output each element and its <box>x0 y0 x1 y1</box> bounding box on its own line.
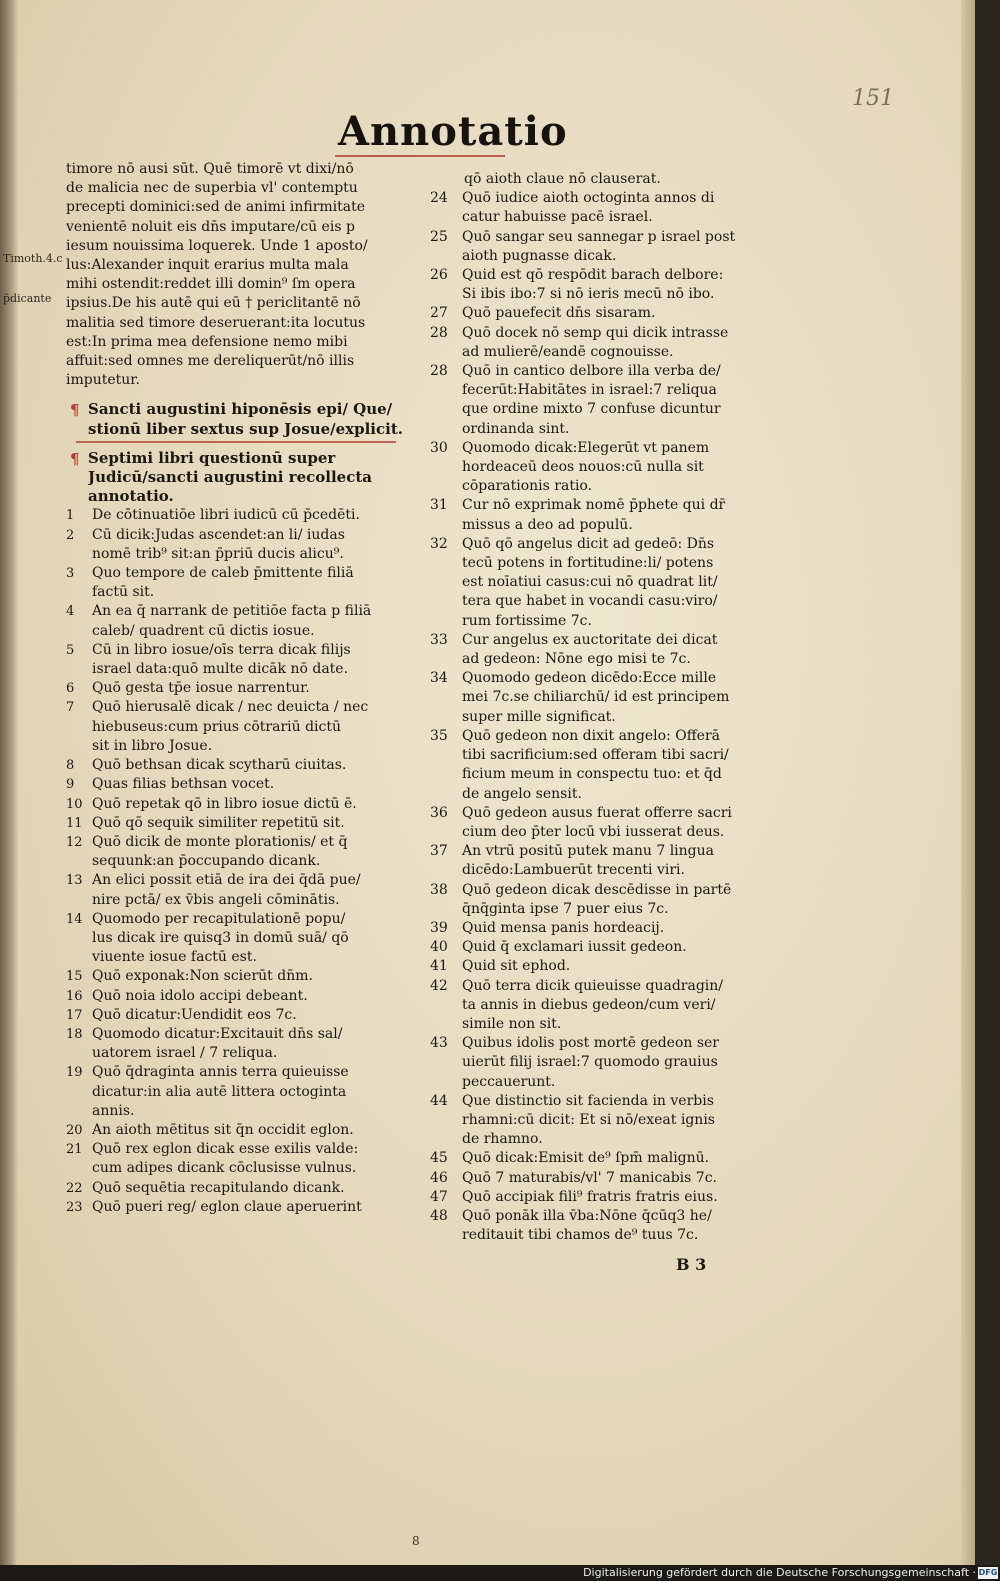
item-line: An elici possit etiā de ira dei q̄dā pue/ <box>92 872 361 889</box>
list-item <box>430 228 775 266</box>
item-number: 1 <box>66 508 75 524</box>
dfg-logo: DFG <box>978 1568 998 1577</box>
item-number: 14 <box>66 911 83 927</box>
item-line: catur habuisse pacē israel. <box>462 209 653 226</box>
item-number: 6 <box>66 681 75 697</box>
item-line: Quas filias bethsan vocet. <box>92 776 275 793</box>
item-line: tera que habet in vocandi casu:viro/ <box>462 593 718 610</box>
item-text <box>462 535 775 631</box>
list-item <box>430 842 775 880</box>
item-line: viuente iosue factū est. <box>92 949 257 966</box>
list-item <box>66 814 411 833</box>
item-number: 32 <box>430 535 448 552</box>
list-item <box>430 1207 775 1245</box>
item-text <box>92 641 411 679</box>
item-text <box>462 1169 775 1188</box>
list-item <box>430 439 775 497</box>
signature-mark: B 3 <box>676 1255 707 1274</box>
item-number: 33 <box>430 631 448 648</box>
item-line: Quō gedeon dicak descēdisse in partē <box>462 881 732 898</box>
list-item <box>430 304 775 323</box>
item-line: Quō bethsan dicak scytharū ciuitas. <box>92 757 347 774</box>
list-item <box>66 641 411 679</box>
item-line: An ea q̄ narrank de petitiōe facta p filiā <box>92 603 372 620</box>
item-line: Quō hierusalē dicak / nec deuicta / nec <box>92 699 369 716</box>
item-number: 10 <box>66 796 83 812</box>
item-number: 40 <box>430 939 448 956</box>
text-line: precepti dominici:sed de animi infirmitate <box>66 199 366 216</box>
item-line: dicēdo:Lambuerūt trecenti viri. <box>462 862 685 879</box>
item-line: Quō accipiak fili⁹ fratris fratris eius. <box>462 1188 718 1205</box>
item-line: hiebuseus:cum prius cōtrariū dictū <box>92 718 342 735</box>
item-text <box>92 775 411 794</box>
list-item <box>66 679 411 698</box>
item-line: caleb/ quadrent cū dictis iosue. <box>92 622 315 639</box>
text-line: lus:Alexander inquit erarius multa mala <box>66 257 349 274</box>
item-line: missus a deo ad populū. <box>462 516 633 533</box>
item-text <box>92 1198 411 1217</box>
continuation-line: qō aioth claue nō clauserat. <box>464 171 661 187</box>
list-item <box>66 967 411 986</box>
catchword-mark: 8 <box>412 1534 420 1548</box>
list-item <box>66 1006 411 1025</box>
item-number: 20 <box>66 1122 83 1138</box>
item-line: cium deo p̄ter locū vbi iusserat deus. <box>462 823 725 840</box>
item-text <box>462 1092 775 1150</box>
text-line: est:In prima mea defensione nemo mibi <box>66 333 348 350</box>
list-item <box>66 1140 411 1178</box>
list-item <box>66 1121 411 1140</box>
item-number: 11 <box>66 815 83 831</box>
margin-note-2: p̄dicante <box>3 292 52 305</box>
rubric-heading <box>66 449 411 507</box>
item-number: 8 <box>66 758 75 774</box>
item-line: q̄nq̄ginta ipse 7 puer eius 7c. <box>462 900 669 917</box>
text-line: malitia sed timore deseruerant:ita locutus <box>66 314 366 331</box>
list-item <box>430 881 775 919</box>
item-number: 46 <box>430 1169 448 1186</box>
item-line: lus dicak ire quisq3 in domū suā/ qō <box>92 929 349 946</box>
item-number: 24 <box>430 190 448 207</box>
item-number: 38 <box>430 881 448 898</box>
item-line: cōparationis ratio. <box>462 478 593 495</box>
item-line: Quō rex eglon dicak esse exilis valde: <box>92 1141 359 1158</box>
item-number: 19 <box>66 1065 83 1081</box>
item-line: ad gedeon: Nōne ego misi te 7c. <box>462 651 691 668</box>
item-line: Quomodo dicak:Elegerūt vt panem <box>462 439 710 456</box>
list-item <box>430 1149 775 1168</box>
list-item <box>430 977 775 1035</box>
item-text <box>92 1025 411 1063</box>
item-line: de angelo sensit. <box>462 785 582 802</box>
item-number: 18 <box>66 1026 83 1042</box>
item-line: Cū dicik:Judas ascendet:an li/ iudas <box>92 526 345 543</box>
list-item <box>66 1063 411 1121</box>
item-text <box>462 1034 775 1092</box>
list-item <box>430 535 775 631</box>
item-line: mei 7c.se chiliarchū/ id est principem <box>462 689 730 706</box>
page-edge <box>961 0 975 1565</box>
item-line: peccauerunt. <box>462 1073 556 1090</box>
item-text <box>462 804 775 842</box>
item-text <box>92 756 411 775</box>
item-text <box>462 439 775 497</box>
item-text <box>92 967 411 986</box>
item-line: Quid est qō respōdit barach delbore: <box>462 267 724 284</box>
item-line: Quō terra dicik quieuisse quadragin/ <box>462 977 723 994</box>
item-number: 26 <box>430 267 448 284</box>
folio-number: 151 <box>852 86 894 111</box>
item-line: Quō gedeon non dixit angelo: Offerā <box>462 727 720 744</box>
list-item <box>430 631 775 669</box>
paragraph-mark-icon: ¶ <box>70 401 80 420</box>
item-line: Cur angelus ex auctoritate dei dicat <box>462 631 718 648</box>
item-text <box>462 631 775 669</box>
item-text <box>92 1140 411 1178</box>
item-line: rum fortissime 7c. <box>462 612 592 629</box>
item-line: Que distinctio sit facienda in verbis <box>462 1092 714 1109</box>
list-item <box>66 910 411 968</box>
item-number: 45 <box>430 1150 448 1167</box>
page-heading: Annotatio <box>338 108 568 155</box>
rubric-line: Judicū/sancti augustini recollecta <box>88 468 372 487</box>
item-text <box>462 938 775 957</box>
item-text <box>92 814 411 833</box>
list-item <box>66 833 411 871</box>
item-text <box>92 833 411 871</box>
item-number: 37 <box>430 843 448 860</box>
item-line: Quō pueri reg/ eglon claue aperuerint <box>92 1198 362 1215</box>
item-number: 48 <box>430 1207 448 1224</box>
item-line: Quō noia idolo accipi debeant. <box>92 987 308 1004</box>
item-line: Quō dicik de monte plorationis/ et q̄ <box>92 833 348 850</box>
list-item <box>430 362 775 439</box>
item-text <box>462 228 775 266</box>
item-line: Cur nō exprimak nomē p̄phete qui dr̄ <box>462 497 726 514</box>
item-number: 39 <box>430 919 448 936</box>
item-text <box>92 987 411 1006</box>
item-number: 16 <box>66 988 83 1004</box>
item-line: super mille significat. <box>462 708 616 725</box>
item-text <box>462 1188 775 1207</box>
rubric-explicit <box>66 400 411 438</box>
item-line: Cū in libro iosue/oīs terra dicak filijs <box>92 641 351 658</box>
item-text <box>92 795 411 814</box>
item-number: 47 <box>430 1188 448 1205</box>
item-line: ta annis in diebus gedeon/cum veri/ <box>462 996 716 1013</box>
rubric-line: stionū liber sextus sup Josue/explicit. <box>88 419 403 438</box>
list-item <box>66 526 411 564</box>
item-line: uatorem israel / 7 reliqua. <box>92 1045 278 1062</box>
rubric-rule <box>76 441 396 443</box>
item-number: 13 <box>66 873 83 889</box>
item-number: 36 <box>430 804 448 821</box>
item-line: An aioth mētitus sit q̄n occidit eglon. <box>92 1121 354 1138</box>
item-text <box>92 526 411 564</box>
text-line: timore nō ausi sūt. Quē timorē vt dixi/nō <box>66 161 354 177</box>
item-text <box>462 842 775 880</box>
item-number: 17 <box>66 1007 83 1023</box>
intro-paragraph <box>66 160 411 390</box>
item-line: Quo tempore de caleb p̄mittente filiā <box>92 565 354 582</box>
list-item <box>430 804 775 842</box>
right-column <box>430 170 775 1245</box>
item-text <box>462 957 775 976</box>
rubric-heading <box>66 400 411 438</box>
item-line: Quid mensa panis hordeacij. <box>462 919 665 936</box>
item-line: est noīatiui casus:cui nō quadrat lit/ <box>462 574 718 591</box>
item-number: 7 <box>66 700 75 716</box>
item-line: Quō qō sequik similiter repetitū sit. <box>92 814 345 831</box>
rubric-line: Septimi libri questionū super <box>88 448 336 467</box>
list-item <box>66 564 411 602</box>
item-number: 9 <box>66 777 75 793</box>
item-line: Quomodo gedeon dicēdo:Ecce mille <box>462 670 717 687</box>
item-text <box>462 496 775 534</box>
margin-note-1: Timoth.4.c <box>3 252 63 265</box>
list-item <box>430 1169 775 1188</box>
item-text <box>462 919 775 938</box>
item-text <box>92 910 411 968</box>
item-text <box>92 506 411 525</box>
item-number: 34 <box>430 670 448 687</box>
item-number: 28 <box>430 363 448 380</box>
item-line: Quid q̄ exclamari iussit gedeon. <box>462 939 687 956</box>
item-number: 5 <box>66 642 75 658</box>
list-item <box>430 938 775 957</box>
list-item <box>430 669 775 727</box>
item-text <box>462 977 775 1035</box>
item-line: Quō repetak qō in libro iosue dictū ē. <box>92 795 357 812</box>
item-line: Quō iudice aioth octoginta annos di <box>462 190 715 207</box>
item-number: 2 <box>66 527 75 543</box>
text-line: imputetur. <box>66 372 140 389</box>
list-item <box>430 1188 775 1207</box>
list-item <box>430 266 775 304</box>
item-line: dicatur:in alia autē littera octoginta <box>92 1083 347 1100</box>
item-line: Quō docek nō semp qui dicik intrasse <box>462 324 729 341</box>
item-line: ad mulierē/eandē cognouisse. <box>462 343 674 360</box>
rubric-line: annotatio. <box>88 487 174 506</box>
item-line: Quibus idolis post mortē gedeon ser <box>462 1035 720 1052</box>
list-item <box>430 919 775 938</box>
item-line: factū sit. <box>92 584 155 601</box>
item-line: Quō sangar seu sannegar p israel post <box>462 228 736 245</box>
item-line: israel data:quō multe dicāk nō date. <box>92 661 349 678</box>
item-line: ordinanda sint. <box>462 420 570 437</box>
paragraph-mark-icon: ¶ <box>70 449 80 468</box>
item-text <box>92 698 411 756</box>
item-number: 43 <box>430 1035 448 1052</box>
item-text <box>462 362 775 439</box>
item-line: tecū potens in fortitudine:li/ potens <box>462 555 714 572</box>
item-number: 30 <box>430 439 448 456</box>
text-line: mihi ostendit:reddet illi domin⁹ ſm opera <box>66 276 356 293</box>
item-line: Quō exponak:Non scierūt dn̄m. <box>92 968 313 985</box>
item-line: Quō gesta tp̄e iosue narrentur. <box>92 680 310 697</box>
item-line: aioth pugnasse dicak. <box>462 247 617 264</box>
list-item <box>430 1034 775 1092</box>
item-text <box>92 602 411 640</box>
item-line: ficium meum in conspectu tuo: et q̄d <box>462 766 722 783</box>
list-item <box>66 775 411 794</box>
item-text <box>462 266 775 304</box>
text-line: de malicia nec de superbia vl' contemptu <box>66 180 358 197</box>
text-line: iesum nouissima loquerek. Unde 1 aposto/ <box>66 237 368 254</box>
text-line: ipsius.De his autē qui eū † periclitantē nō <box>66 295 361 312</box>
item-text <box>462 1149 775 1168</box>
item-line: Quomodo dicatur:Excitauit dn̄s sal/ <box>92 1025 343 1042</box>
item-number: 28 <box>430 324 448 341</box>
heading-rule <box>335 155 505 157</box>
item-number: 41 <box>430 958 448 975</box>
footer-credit: Digitalisierung gefördert durch die Deutsche Forschungsgemeinschaft · <box>583 1566 976 1579</box>
list-item <box>430 1092 775 1150</box>
item-line: uierūt filij israel:7 quomodo grauius <box>462 1054 718 1071</box>
list-item <box>66 1198 411 1217</box>
item-number: 15 <box>66 969 83 985</box>
item-number: 25 <box>430 228 448 245</box>
item-line: que ordine mixto 7 confuse dicuntur <box>462 401 721 418</box>
item-text <box>92 1063 411 1121</box>
list-item <box>66 698 411 756</box>
item-line: Quō ponāk illa v̄ba:Nōne q̄cūq3 he/ <box>462 1207 712 1224</box>
text-line: venientē noluit eis dn̄s imputare/cū eis p <box>66 218 355 235</box>
left-column <box>66 160 411 1217</box>
item-text <box>462 324 775 362</box>
item-line: Quid sit ephod. <box>462 958 571 975</box>
item-text <box>92 1121 411 1140</box>
item-line: annis. <box>92 1102 135 1119</box>
item-line: fecerūt:Habitātes in israel:7 reliqua <box>462 382 717 399</box>
text-line: affuit:sed omnes me dereliquerūt/nō illis <box>66 353 355 370</box>
list-item <box>66 602 411 640</box>
item-line: de rhamno. <box>462 1131 543 1148</box>
item-line: Quō gedeon ausus fuerat offerre sacri <box>462 804 732 821</box>
item-line: reditauit tibi chamos de⁹ tuus 7c. <box>462 1227 699 1244</box>
item-number: 3 <box>66 566 75 582</box>
item-line: De cōtinuatiōe libri iudicū cū p̄cedēti. <box>92 507 360 524</box>
list-item <box>66 987 411 1006</box>
item-number: 35 <box>430 727 448 744</box>
item-line: Quō dicatur:Uendidit eos 7c. <box>92 1006 297 1023</box>
list-item <box>66 506 411 525</box>
list-item <box>430 957 775 976</box>
item-line: Quō 7 maturabis/vl' 7 manicabis 7c. <box>462 1169 717 1186</box>
question-list-right <box>430 189 775 1245</box>
item-number: 23 <box>66 1199 83 1215</box>
item-line: Quō q̄draginta annis terra quieuisse <box>92 1064 349 1081</box>
item-line: hordeaceū deos nouos:cū nulla sit <box>462 459 704 476</box>
item-line: Quō sequētia recapitulando dicank. <box>92 1179 345 1196</box>
item-number: 44 <box>430 1092 448 1109</box>
list-item <box>66 756 411 775</box>
item-line: An vtrū positū putek manu 7 lingua <box>462 843 714 860</box>
item-text <box>462 727 775 804</box>
item-text <box>462 189 775 227</box>
item-text <box>462 304 775 323</box>
list-item <box>66 1025 411 1063</box>
item-line: sit in libro Josue. <box>92 737 213 754</box>
item-number: 4 <box>66 604 75 620</box>
item-text <box>92 679 411 698</box>
item-line: rhamni:cū dicit: Et si nō/exeat ignis <box>462 1111 715 1128</box>
list-item <box>66 1179 411 1198</box>
item-number: 27 <box>430 305 448 322</box>
item-line: Quō qō angelus dicit ad gedeō: Dn̄s <box>462 535 715 552</box>
item-line: tibi sacrificium:sed offeram tibi sacri/ <box>462 747 729 764</box>
item-line: simile non sit. <box>462 1015 562 1032</box>
item-line: Si ibis ibo:7 si nō ieris mecū nō ibo. <box>462 286 715 303</box>
item-text <box>92 564 411 602</box>
item-text <box>92 871 411 909</box>
item-text <box>92 1006 411 1025</box>
list-item <box>430 727 775 804</box>
list-item <box>66 871 411 909</box>
item-text <box>462 881 775 919</box>
item-number: 12 <box>66 834 83 850</box>
rubric-incipit <box>66 449 411 507</box>
item-line: Quō pauefecit dn̄s sisaram. <box>462 305 656 322</box>
item-line: nire pctā/ ex v̄bis angeli cōminātis. <box>92 891 340 908</box>
list-item <box>430 496 775 534</box>
item-line: Quō in cantico delbore illa verba de/ <box>462 363 721 380</box>
item-text <box>462 669 775 727</box>
item-number: 42 <box>430 977 448 994</box>
item-text <box>462 1207 775 1245</box>
item-line: cum adipes dicank cōclusisse vulnus. <box>92 1160 357 1177</box>
item-line: Quō dicak:Emisit de⁹ ſpm̄ malignū. <box>462 1150 710 1167</box>
item-line: nomē trib⁹ sit:an p̄priū ducis alicu⁹. <box>92 545 344 562</box>
rubric-line: Sancti augustini hiponēsis epi/ Que/ <box>88 400 393 419</box>
item-number: 31 <box>430 497 448 514</box>
item-line: sequunk:an p̄occupando dicank. <box>92 853 321 870</box>
list-item <box>430 189 775 227</box>
list-item <box>66 795 411 814</box>
list-item <box>430 324 775 362</box>
item-number: 22 <box>66 1180 83 1196</box>
item-text <box>92 1179 411 1198</box>
binding-gutter <box>0 0 18 1565</box>
question-list-left <box>66 506 411 1217</box>
item-number: 21 <box>66 1142 83 1158</box>
item-line: Quomodo per recapitulationē popu/ <box>92 910 346 927</box>
